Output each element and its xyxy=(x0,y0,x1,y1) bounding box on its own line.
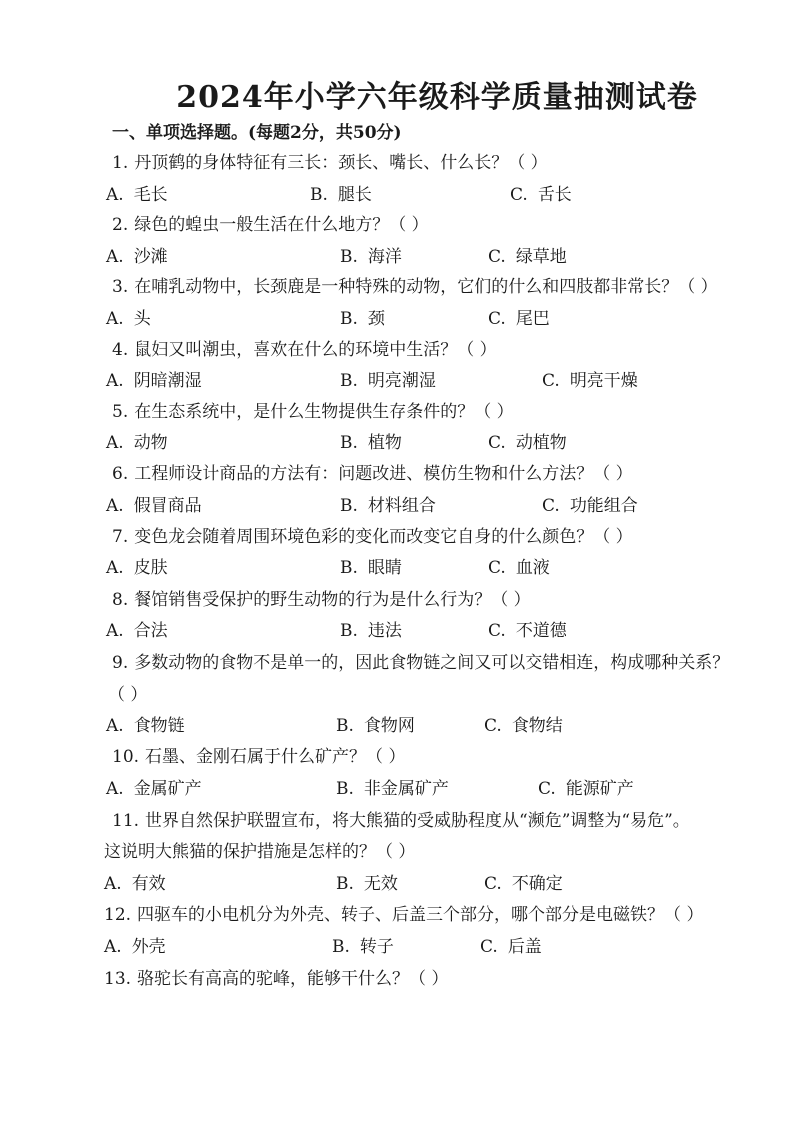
question-11-continuation: 这说明大熊猫的保护措施是怎样的？（ ） xyxy=(104,842,416,862)
option-c: C. 舌长 xyxy=(510,185,572,205)
option-c: C. 动植物 xyxy=(488,433,567,453)
option-c: C. 不道德 xyxy=(488,621,567,641)
question-2: 2. 绿色的蝗虫一般生活在什么地方？（ ） xyxy=(112,215,429,235)
question-9: 9. 多数动物的食物不是单一的，因此食物链之间又可以交错相连，构成哪种关系？ xyxy=(112,653,730,673)
question-6: 6. 工程师设计商品的方法有：问题改进、模仿生物和什么方法？（ ） xyxy=(112,464,633,484)
question-7: 7. 变色龙会随着周围环境色彩的变化而改变它自身的什么颜色？（ ） xyxy=(112,527,633,547)
option-b: B. 食物网 xyxy=(336,716,415,736)
option-a: A. 假冒商品 xyxy=(106,496,202,516)
option-b: B. 材料组合 xyxy=(340,496,436,516)
option-c: C. 血液 xyxy=(488,558,550,578)
question-10: 10. 石墨、金刚石属于什么矿产？（ ） xyxy=(112,747,406,767)
question-11: 11. 世界自然保护联盟宣布，将大熊猫的受威胁程度从“濒危”调整为“易危”。 xyxy=(112,811,690,831)
question-4: 4. 鼠妇又叫潮虫，喜欢在什么的环境中生活？（ ） xyxy=(112,340,497,360)
option-a: A. 有效 xyxy=(104,874,166,894)
option-b: B. 转子 xyxy=(332,937,394,957)
option-a: A. 皮肤 xyxy=(106,558,168,578)
option-a: A. 动物 xyxy=(106,433,168,453)
option-a: A. 阴暗潮湿 xyxy=(106,371,202,391)
option-a: A. 沙滩 xyxy=(106,247,168,267)
option-b: B. 植物 xyxy=(340,433,402,453)
option-b: B. 违法 xyxy=(340,621,402,641)
option-a: A. 合法 xyxy=(106,621,168,641)
option-b: B. 颈 xyxy=(340,309,385,329)
question-12: 12. 四驱车的小电机分为外壳、转子、后盖三个部分，哪个部分是电磁铁？（ ） xyxy=(104,905,704,925)
question-1 xyxy=(112,148,548,173)
question-text: 丹顶鹤的身体特征有三长：颈长、嘴长、什么长？（ ） xyxy=(134,153,548,173)
option-b: B. 腿长 xyxy=(310,185,372,205)
option-c: C. 能源矿产 xyxy=(538,779,634,799)
question-3: 3. 在哺乳动物中，长颈鹿是一种特殊的动物，它们的什么和四肢都非常长？（ ） xyxy=(112,277,718,297)
option-b: B. 非金属矿产 xyxy=(336,779,449,799)
question-9-continuation: （ ） xyxy=(108,685,148,705)
question-8: 8. 餐馆销售受保护的野生动物的行为是什么行为？（ ） xyxy=(112,590,531,610)
option-c: C. 食物结 xyxy=(484,716,563,736)
option-c: C. 绿草地 xyxy=(488,247,567,267)
option-c: C. 不确定 xyxy=(484,874,563,894)
question-number: 1. xyxy=(112,153,129,173)
option-c: C. 功能组合 xyxy=(542,496,638,516)
option-c: C. 后盖 xyxy=(480,937,542,957)
option-a: A. 毛长 xyxy=(106,185,168,205)
question-5: 5. 在生态系统中，是什么生物提供生存条件的？（ ） xyxy=(112,402,514,422)
option-b: B. 明亮潮湿 xyxy=(340,371,436,391)
option-a: A. 外壳 xyxy=(104,937,166,957)
question-13: 13. 骆驼长有高高的驼峰，能够干什么？（ ） xyxy=(104,969,449,989)
option-a: A. 金属矿产 xyxy=(106,779,202,799)
option-c: C. 明亮干燥 xyxy=(542,371,638,391)
option-b: B. 海洋 xyxy=(340,247,402,267)
option-a: A. 头 xyxy=(106,309,151,329)
section-heading: 一、单项选择题。(每题2分，共50分) xyxy=(112,123,402,143)
option-c: C. 尾巴 xyxy=(488,309,550,329)
option-a: A. 食物链 xyxy=(106,716,185,736)
option-b: B. 无效 xyxy=(336,874,398,894)
option-b: B. 眼睛 xyxy=(340,558,402,578)
exam-title: 2024年小学六年级科学质量抽测试卷 xyxy=(176,80,698,115)
